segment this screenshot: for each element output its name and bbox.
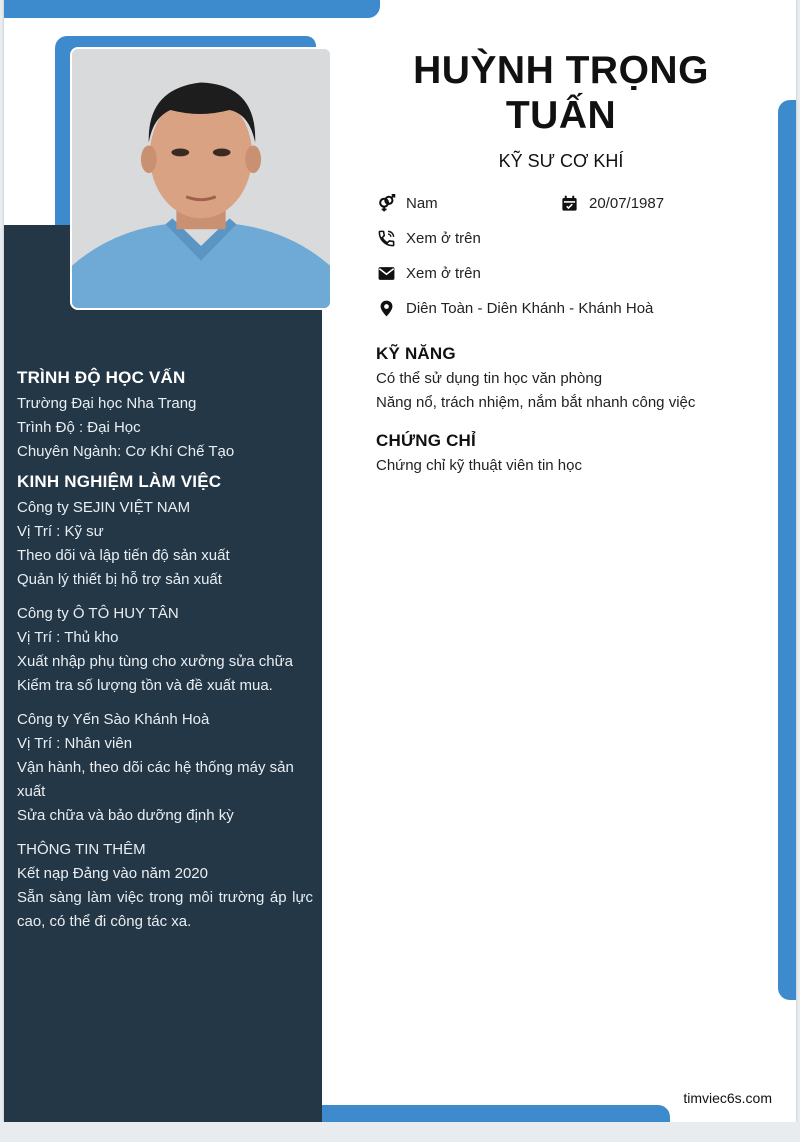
experience-task: Xuất nhập phụ tùng cho xưởng sửa chữa xyxy=(17,653,293,670)
gender-row xyxy=(376,193,438,213)
top-accent-bar xyxy=(4,0,380,18)
page-bottom-gap xyxy=(0,1122,800,1142)
birthdate-value: 20/07/1987 xyxy=(589,194,665,212)
experience-position: Vị Trí : Kỹ sư xyxy=(17,523,104,540)
right-accent-bar xyxy=(778,100,796,1000)
experience-position: Vị Trí : Thủ kho xyxy=(17,629,119,646)
address-row xyxy=(376,298,653,318)
education-level: Trình Độ : Đại Học xyxy=(17,419,141,436)
experience-task: Vận hành, theo dõi các hệ thống máy sản xuất xyxy=(17,759,294,800)
phone-row xyxy=(376,228,481,248)
experience-task: Theo dõi và lập tiến độ sản xuất xyxy=(17,547,230,564)
cv-page xyxy=(4,0,796,1122)
certificates-title: CHỨNG CHỈ xyxy=(376,431,476,450)
job-title: KỸ SƯ CƠ KHÍ xyxy=(498,151,624,171)
experience-title: KINH NGHIỆM LÀM VIỆC xyxy=(17,472,222,491)
candidate-name-line: HUỲNH TRỌNG xyxy=(413,49,709,92)
birthdate-row xyxy=(559,193,664,213)
extra-info-line: Sẵn sàng làm việc trong môi trường áp lực cao, có thể đi công tác xa. xyxy=(17,889,313,930)
email-value: Xem ở trên xyxy=(406,264,481,282)
experience-task: Sửa chữa và bảo dưỡng định kỳ xyxy=(17,807,234,824)
experience-company: Công ty Ô TÔ HUY TÂN xyxy=(17,605,179,622)
certificate-item: Chứng chỉ kỹ thuật viên tin học xyxy=(376,457,582,474)
skill-item: Năng nổ, trách nhiệm, nắm bắt nhanh công việc xyxy=(376,394,696,411)
extra-info xyxy=(17,838,313,934)
bottom-accent-bar xyxy=(322,1105,670,1122)
experience-task: Quản lý thiết bị hỗ trợ sản xuất xyxy=(17,571,222,588)
experience-position: Vị Trí : Nhân viên xyxy=(17,735,133,752)
phone-icon xyxy=(376,228,396,248)
experience-task: Kiểm tra số lượng tồn và đề xuất mua. xyxy=(17,677,273,694)
experience-item xyxy=(17,496,313,592)
candidate-name-line: TUẤN xyxy=(505,94,617,137)
email-row xyxy=(376,263,481,283)
education-title: TRÌNH ĐỘ HỌC VẤN xyxy=(17,368,186,387)
email-icon xyxy=(376,263,396,283)
skills-title: KỸ NĂNG xyxy=(376,344,456,363)
experience-company: Công ty Yến Sào Khánh Hoà xyxy=(17,711,210,728)
experience-item xyxy=(17,708,313,828)
address-value: Diên Toàn - Diên Khánh - Khánh Hoà xyxy=(406,299,654,317)
extra-info-line: Kết nạp Đảng vào năm 2020 xyxy=(17,865,208,882)
avatar xyxy=(70,47,332,310)
education-school: Trường Đại học Nha Trang xyxy=(17,395,197,412)
skill-item: Có thể sử dụng tin học văn phòng xyxy=(376,370,603,387)
phone-value: Xem ở trên xyxy=(406,229,481,247)
experience-company: Công ty SEJIN VIỆT NAM xyxy=(17,499,191,516)
footer-site: timviec6s.com xyxy=(683,1090,772,1106)
experience-item xyxy=(17,602,313,698)
location-icon xyxy=(376,298,396,318)
gender-icon xyxy=(376,193,396,213)
calendar-icon xyxy=(559,193,579,213)
sidebar-content xyxy=(17,368,313,934)
education-major: Chuyên Ngành: Cơ Khí Chế Tạo xyxy=(17,443,235,460)
gender-value: Nam xyxy=(406,194,438,212)
candidate-name xyxy=(380,48,742,138)
extra-info-title: THÔNG TIN THÊM xyxy=(17,841,146,858)
